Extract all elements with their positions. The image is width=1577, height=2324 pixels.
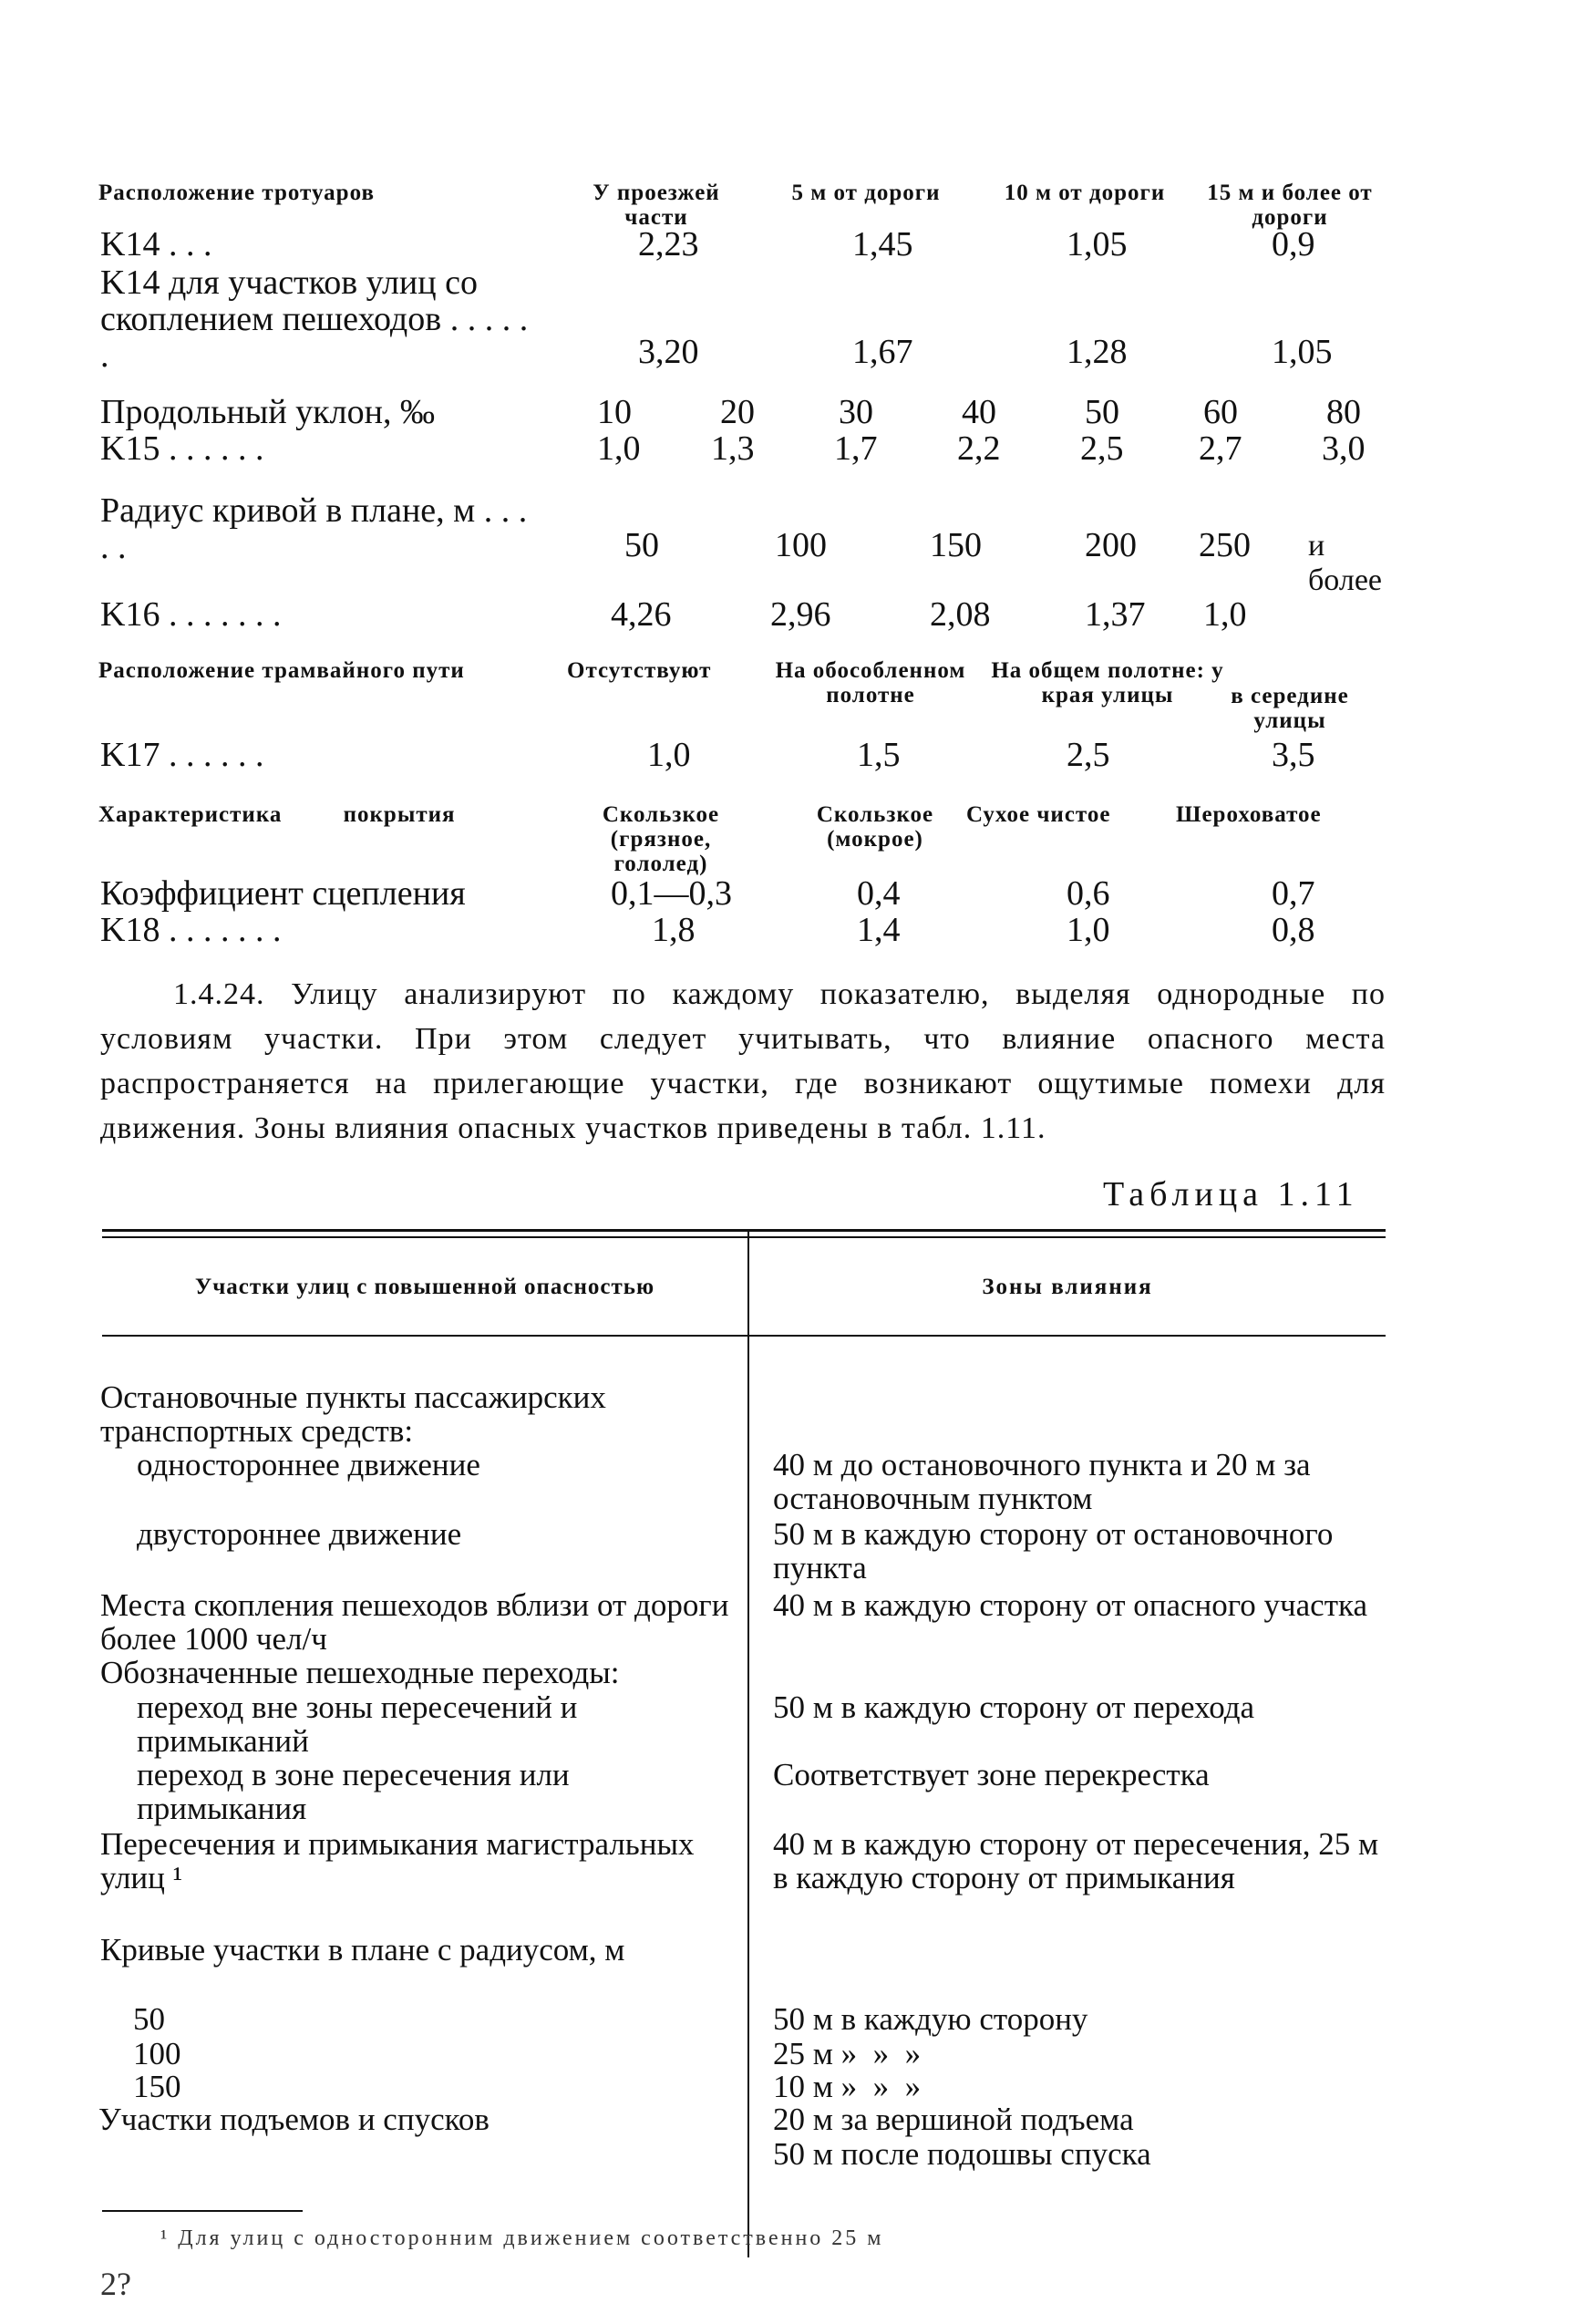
slope-value-2: 20 <box>720 393 755 431</box>
table-row-3-right: 50 м в каждую сторону от остановочного пункта <box>773 1516 1334 1585</box>
k18-label: K18 . . . . . . . <box>100 911 282 949</box>
table-row-9-left: Кривые участки в плане с радиусом, м <box>100 1932 625 1968</box>
k14-label: K14 . . . <box>100 225 212 263</box>
surface-col-1: Скользкое (грязное, гололед) <box>602 802 720 876</box>
slope-value-3: 30 <box>839 393 873 431</box>
table-row-14-right: 50 м после подошвы спуска <box>773 2136 1151 2172</box>
radius-value-6: и более <box>1308 529 1382 597</box>
k15-label: K15 . . . . . . <box>100 429 264 468</box>
k14b-value-3: 1,28 <box>1067 333 1128 371</box>
k17-value-4: 3,5 <box>1272 736 1315 774</box>
footnote-rule <box>102 2210 303 2212</box>
table-row-13-right: 20 м за вершиной подъема <box>773 2102 1134 2137</box>
table-row-11-left: 100 <box>133 2036 181 2071</box>
k14b-value-4: 1,05 <box>1272 333 1333 371</box>
sidewalk-header-label: Расположение тротуаров <box>98 181 375 205</box>
radius-value-2: 100 <box>775 526 827 564</box>
k16-value-3: 2,08 <box>930 595 991 634</box>
k15-value-4: 2,2 <box>957 429 1001 468</box>
page-number: 2? <box>100 2266 131 2302</box>
table-row-8-left: Пересечения и примыкания магистральных улиц ¹ <box>100 1826 695 1895</box>
k14b-value-2: 1,67 <box>852 333 913 371</box>
table-row-2-right: 40 м до остановочного пункта и 20 м за остановочным пунктом <box>773 1447 1311 1516</box>
slope-label: Продольный уклон, ‰ <box>100 393 435 431</box>
table-header-left: Участки улиц с повышенной опасностью <box>194 1275 655 1299</box>
k18-value-3: 1,0 <box>1067 911 1110 949</box>
sidewalk-col-4: 15 м и более от дороги <box>1207 181 1373 230</box>
k14-value-1: 2,23 <box>638 225 699 263</box>
k17-value-3: 2,5 <box>1067 736 1110 774</box>
k18-value-1: 1,8 <box>652 911 696 949</box>
table-header-right: Зоны влияния <box>982 1275 1153 1299</box>
k15-value-2: 1,3 <box>711 429 755 468</box>
k18-value-2: 1,4 <box>857 911 901 949</box>
table-row-7-left: переход в зоне пересечения или примыкания <box>137 1757 570 1826</box>
surface-header-label: Характеристика покрытия <box>98 802 456 827</box>
k16-value-1: 4,26 <box>611 595 672 634</box>
k18-value-4: 0,8 <box>1272 911 1315 949</box>
tram-header-label: Расположение трамвайного пути <box>98 658 465 683</box>
radius-label: Радиус кривой в плане, м . . . . . <box>100 491 528 566</box>
tram-col-1: Отсутствуют <box>567 658 712 683</box>
slope-value-6: 60 <box>1203 393 1238 431</box>
sidewalk-col-3: 10 м от дороги <box>1004 181 1166 205</box>
table-row-12-right: 10 м » » » <box>773 2069 922 2104</box>
slope-value-1: 10 <box>597 393 632 431</box>
table-row-2-left: одностороннее движение <box>137 1447 480 1482</box>
k17-label: K17 . . . . . . <box>100 736 264 774</box>
slope-value-7: 80 <box>1326 393 1361 431</box>
table-header-rule <box>102 1335 1386 1337</box>
table-top-rule <box>102 1229 1386 1232</box>
k16-value-2: 2,96 <box>770 595 831 634</box>
k14b-label: K14 для участков улиц со скоплением пешеходов . . . . . . <box>100 263 529 375</box>
adhesion-value-4: 0,7 <box>1272 874 1315 913</box>
paragraph-1-4-24: 1.4.24. Улицу анализируют по каждому показателю, выделяя однородные по условиям участки. При этом следует учитывать, что влияние опасного места распространяется на прилегающие участки, где возникают ощутимые помехи для движения. Зоны влияния опасных участков приведены в табл. 1.11. <box>100 977 1386 1145</box>
k14-value-2: 1,45 <box>852 225 913 263</box>
table-row-3-left: двустороннее движение <box>137 1516 462 1552</box>
adhesion-value-2: 0,4 <box>857 874 901 913</box>
adhesion-value-3: 0,6 <box>1067 874 1110 913</box>
sidewalk-col-1: У проезжей части <box>593 181 720 230</box>
k15-value-5: 2,5 <box>1080 429 1124 468</box>
surface-col-4: Шероховатое <box>1176 802 1322 827</box>
k15-value-7: 3,0 <box>1322 429 1366 468</box>
k16-value-5: 1,0 <box>1203 595 1247 634</box>
table-column-divider <box>747 1229 749 2257</box>
table-row-4-left: Места скопления пешеходов вблизи от дороги более 1000 чел/ч <box>100 1587 729 1657</box>
footnote: ¹ Для улиц с односторонним движением соответственно 25 м <box>160 2226 884 2250</box>
slope-value-5: 50 <box>1085 393 1119 431</box>
table-top-rule-2 <box>102 1236 1386 1238</box>
k14-value-4: 0,9 <box>1272 225 1315 263</box>
radius-value-5: 250 <box>1199 526 1251 564</box>
k15-value-6: 2,7 <box>1199 429 1242 468</box>
table-row-10-left: 50 <box>133 2001 165 2037</box>
adhesion-label: Коэффициент сцепления <box>100 874 466 913</box>
k14-value-3: 1,05 <box>1067 225 1128 263</box>
surface-col-2: Скользкое (мокрое) <box>816 802 934 852</box>
surface-col-3: Сухое чистое <box>966 802 1111 827</box>
k16-value-4: 1,37 <box>1085 595 1146 634</box>
tram-col-2: На обособленном полотне <box>775 658 966 708</box>
table-caption: Таблица 1.11 <box>1103 1175 1359 1214</box>
k14b-value-1: 3,20 <box>638 333 699 371</box>
k17-value-2: 1,5 <box>857 736 901 774</box>
table-row-12-left: 150 <box>133 2069 181 2104</box>
table-row-6-right: 50 м в каждую сторону от перехода <box>773 1689 1255 1725</box>
table-row-7-right: Соответствует зоне перекрестка <box>773 1757 1210 1792</box>
sidewalk-col-2: 5 м от дороги <box>791 181 941 205</box>
table-row-11-right: 25 м » » » <box>773 2036 922 2071</box>
table-row-5-left: Обозначенные пешеходные переходы: <box>100 1655 620 1690</box>
k15-value-3: 1,7 <box>834 429 878 468</box>
table-row-6-left: переход вне зоны пересечений и примыканий <box>137 1689 578 1759</box>
radius-value-3: 150 <box>930 526 982 564</box>
radius-value-1: 50 <box>624 526 659 564</box>
k16-label: K16 . . . . . . . <box>100 595 282 634</box>
radius-value-4: 200 <box>1085 526 1137 564</box>
adhesion-value-1: 0,1—0,3 <box>611 874 732 913</box>
tram-col-3: На общем полотне: у края улицы <box>991 658 1224 708</box>
table-row-13-left: Участки подъемов и спусков <box>98 2102 490 2137</box>
tram-col-4: в середине улицы <box>1231 684 1349 733</box>
slope-value-4: 40 <box>962 393 996 431</box>
k17-value-1: 1,0 <box>647 736 691 774</box>
table-row-10-right: 50 м в каждую сторону <box>773 2001 1088 2037</box>
table-row-8-right: 40 м в каждую сторону от пересечения, 25 м в каждую сторону от примыкания <box>773 1826 1379 1895</box>
table-row-1-left: Остановочные пункты пассажирских транспортных средств: <box>100 1379 606 1449</box>
table-row-4-right: 40 м в каждую сторону от опасного участка <box>773 1587 1367 1623</box>
k15-value-1: 1,0 <box>597 429 641 468</box>
